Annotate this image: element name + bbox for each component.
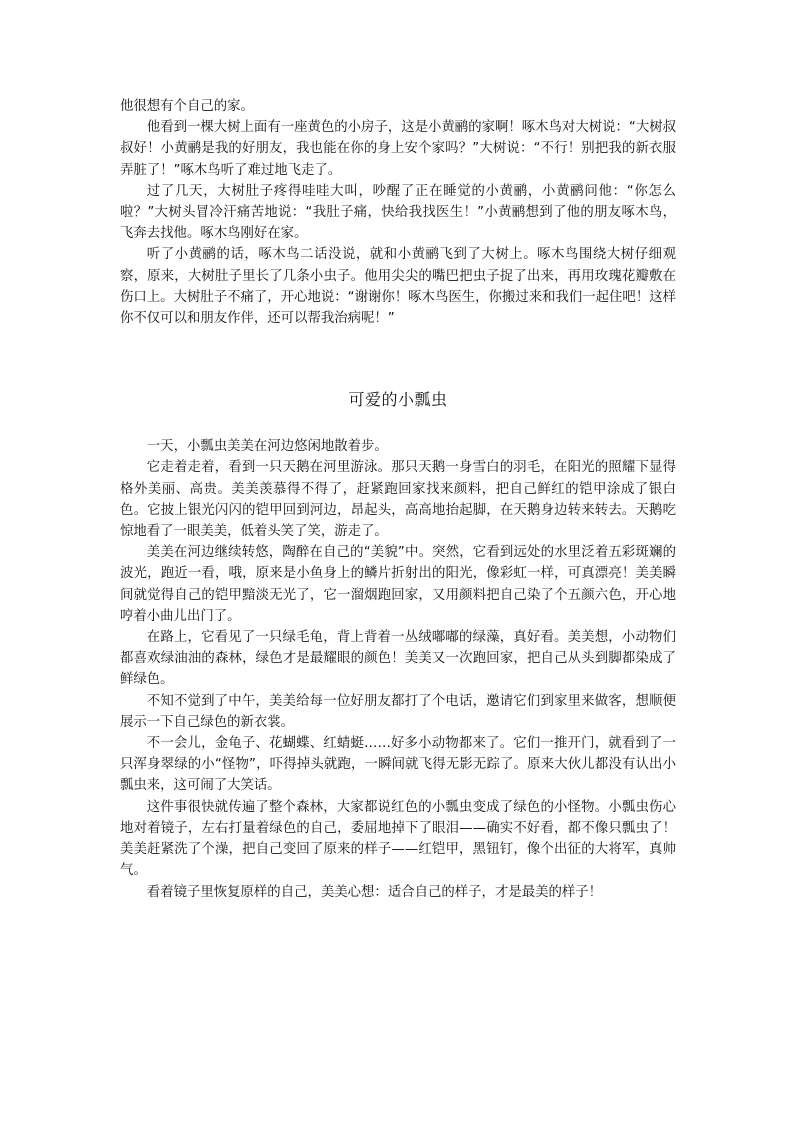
- paragraph: 美美在河边继续转悠，陶醉在自己的“美貌”中。突然，它看到远处的水里泛着五彩斑斓的波光，跑近一看，哦，原来是小鱼身上的鳞片折射出的阳光，像彩虹一样，可真漂亮！美美瞬间就觉得自己的铠甲黯淡无光了，它一溜烟跑回家，又用颜料把自己染了个五颜六色，开心地哼着小曲儿出门了。: [120, 545, 676, 624]
- story-title: 可爱的小瓢虫: [348, 390, 448, 410]
- paragraph: 他很想有个自己的家。: [120, 99, 254, 114]
- paragraph: 不知不觉到了中午，美美给每一位好朋友都打了个电话，邀请它们到家里来做客，想顺便展示一下自己绿色的新衣裳。: [120, 693, 676, 730]
- story-woodpecker: [120, 96, 676, 329]
- paragraph: 它走着走着，看到一只天鹅在河里游泳。那只天鹅一身雪白的羽毛，在阳光的照耀下显得格外美丽、高贵。美美羡慕得不得了，赶紧跑回家找来颜料，把自己鲜红的铠甲涂成了银白色。它披上银光闪闪的铠甲回到河边，昂起头，高高地抬起脚，在天鹅身边转来转去。天鹅吃惊地看了一眼美美，低着头笑了笑，游走了。: [120, 460, 676, 540]
- paragraph: 看着镜子里恢复原样的自己，美美心想：适合自己的样子，才是最美的样子！: [146, 884, 603, 900]
- paragraph: 听了小黄鹂的话，啄木鸟二话没说，就和小黄鹂飞到了大树上。啄木鸟围绕大树仔细观察，原来，大树肚子里长了几条小虫子。他用尖尖的嘴巴把虫子捉了出来，再用玫瑰花瓣敷在伤口上。大树肚子不痛了，开心地说：“谢谢你！啄木鸟医生，你搬过来和我们一起住吧！这样你不仅可以和朋友作伴，还可以帮我治病呢！”: [120, 247, 676, 327]
- paragraph: 他看到一棵大树上面有一座黄色的小房子，这是小黄鹂的家啊！啄木鸟对大树说：“大树叔叔好！小黄鹂是我的好朋友，我也能在你的身上安个家吗？”大树说：“不行！别把我的新衣服弄脏了！”啄木鸟听了难过地飞走了。: [120, 120, 676, 178]
- paragraph: 一天，小瓢虫美美在河边悠闲地散着步。: [146, 439, 388, 455]
- section-gap: [120, 329, 676, 388]
- paragraph: 不一会儿，金龟子、花蝴蝶、红蜻蜓……好多小动物都来了。它们一推开门，就看到了一只浑身翠绿的小“怪物”，吓得掉头就跑，一瞬间就飞得无影无踪了。原来大伙儿都没有认出小瓢虫来，这可闹了大笑话。: [120, 736, 676, 794]
- paragraph: 这件事很快就传遍了整个森林，大家都说红色的小瓢虫变成了绿色的小怪物。小瓢虫伤心地对着镜子，左右打量着绿色的自己，委屈地掉下了眼泪——确实不好看，都不像只瓢虫了！美美赶紧洗了个澡，把自己变回了原来的样子——红铠甲，黑钮钉，像个出征的大将军，真帅气。: [120, 799, 676, 879]
- story-ladybug: [120, 388, 676, 902]
- paragraph: 在路上，它看见了一只绿毛龟，背上背着一丛绒嘟嘟的绿藻，真好看。美美想，小动物们都喜欢绿油油的森林，绿色才是最耀眼的颜色！美美又一次跑回家，把自己从头到脚都染成了鲜绿色。: [120, 630, 676, 688]
- document-page: [120, 96, 676, 903]
- paragraph: 过了几天，大树肚子疼得哇哇大叫，吵醒了正在睡觉的小黄鹂，小黄鹂问他：“你怎么啦？”大树头冒冷汗痛苦地说：“我肚子痛，快给我找医生！”小黄鹂想到了他的朋友啄木鸟，飞奔去找他。啄木鸟刚好在家。: [120, 183, 676, 242]
